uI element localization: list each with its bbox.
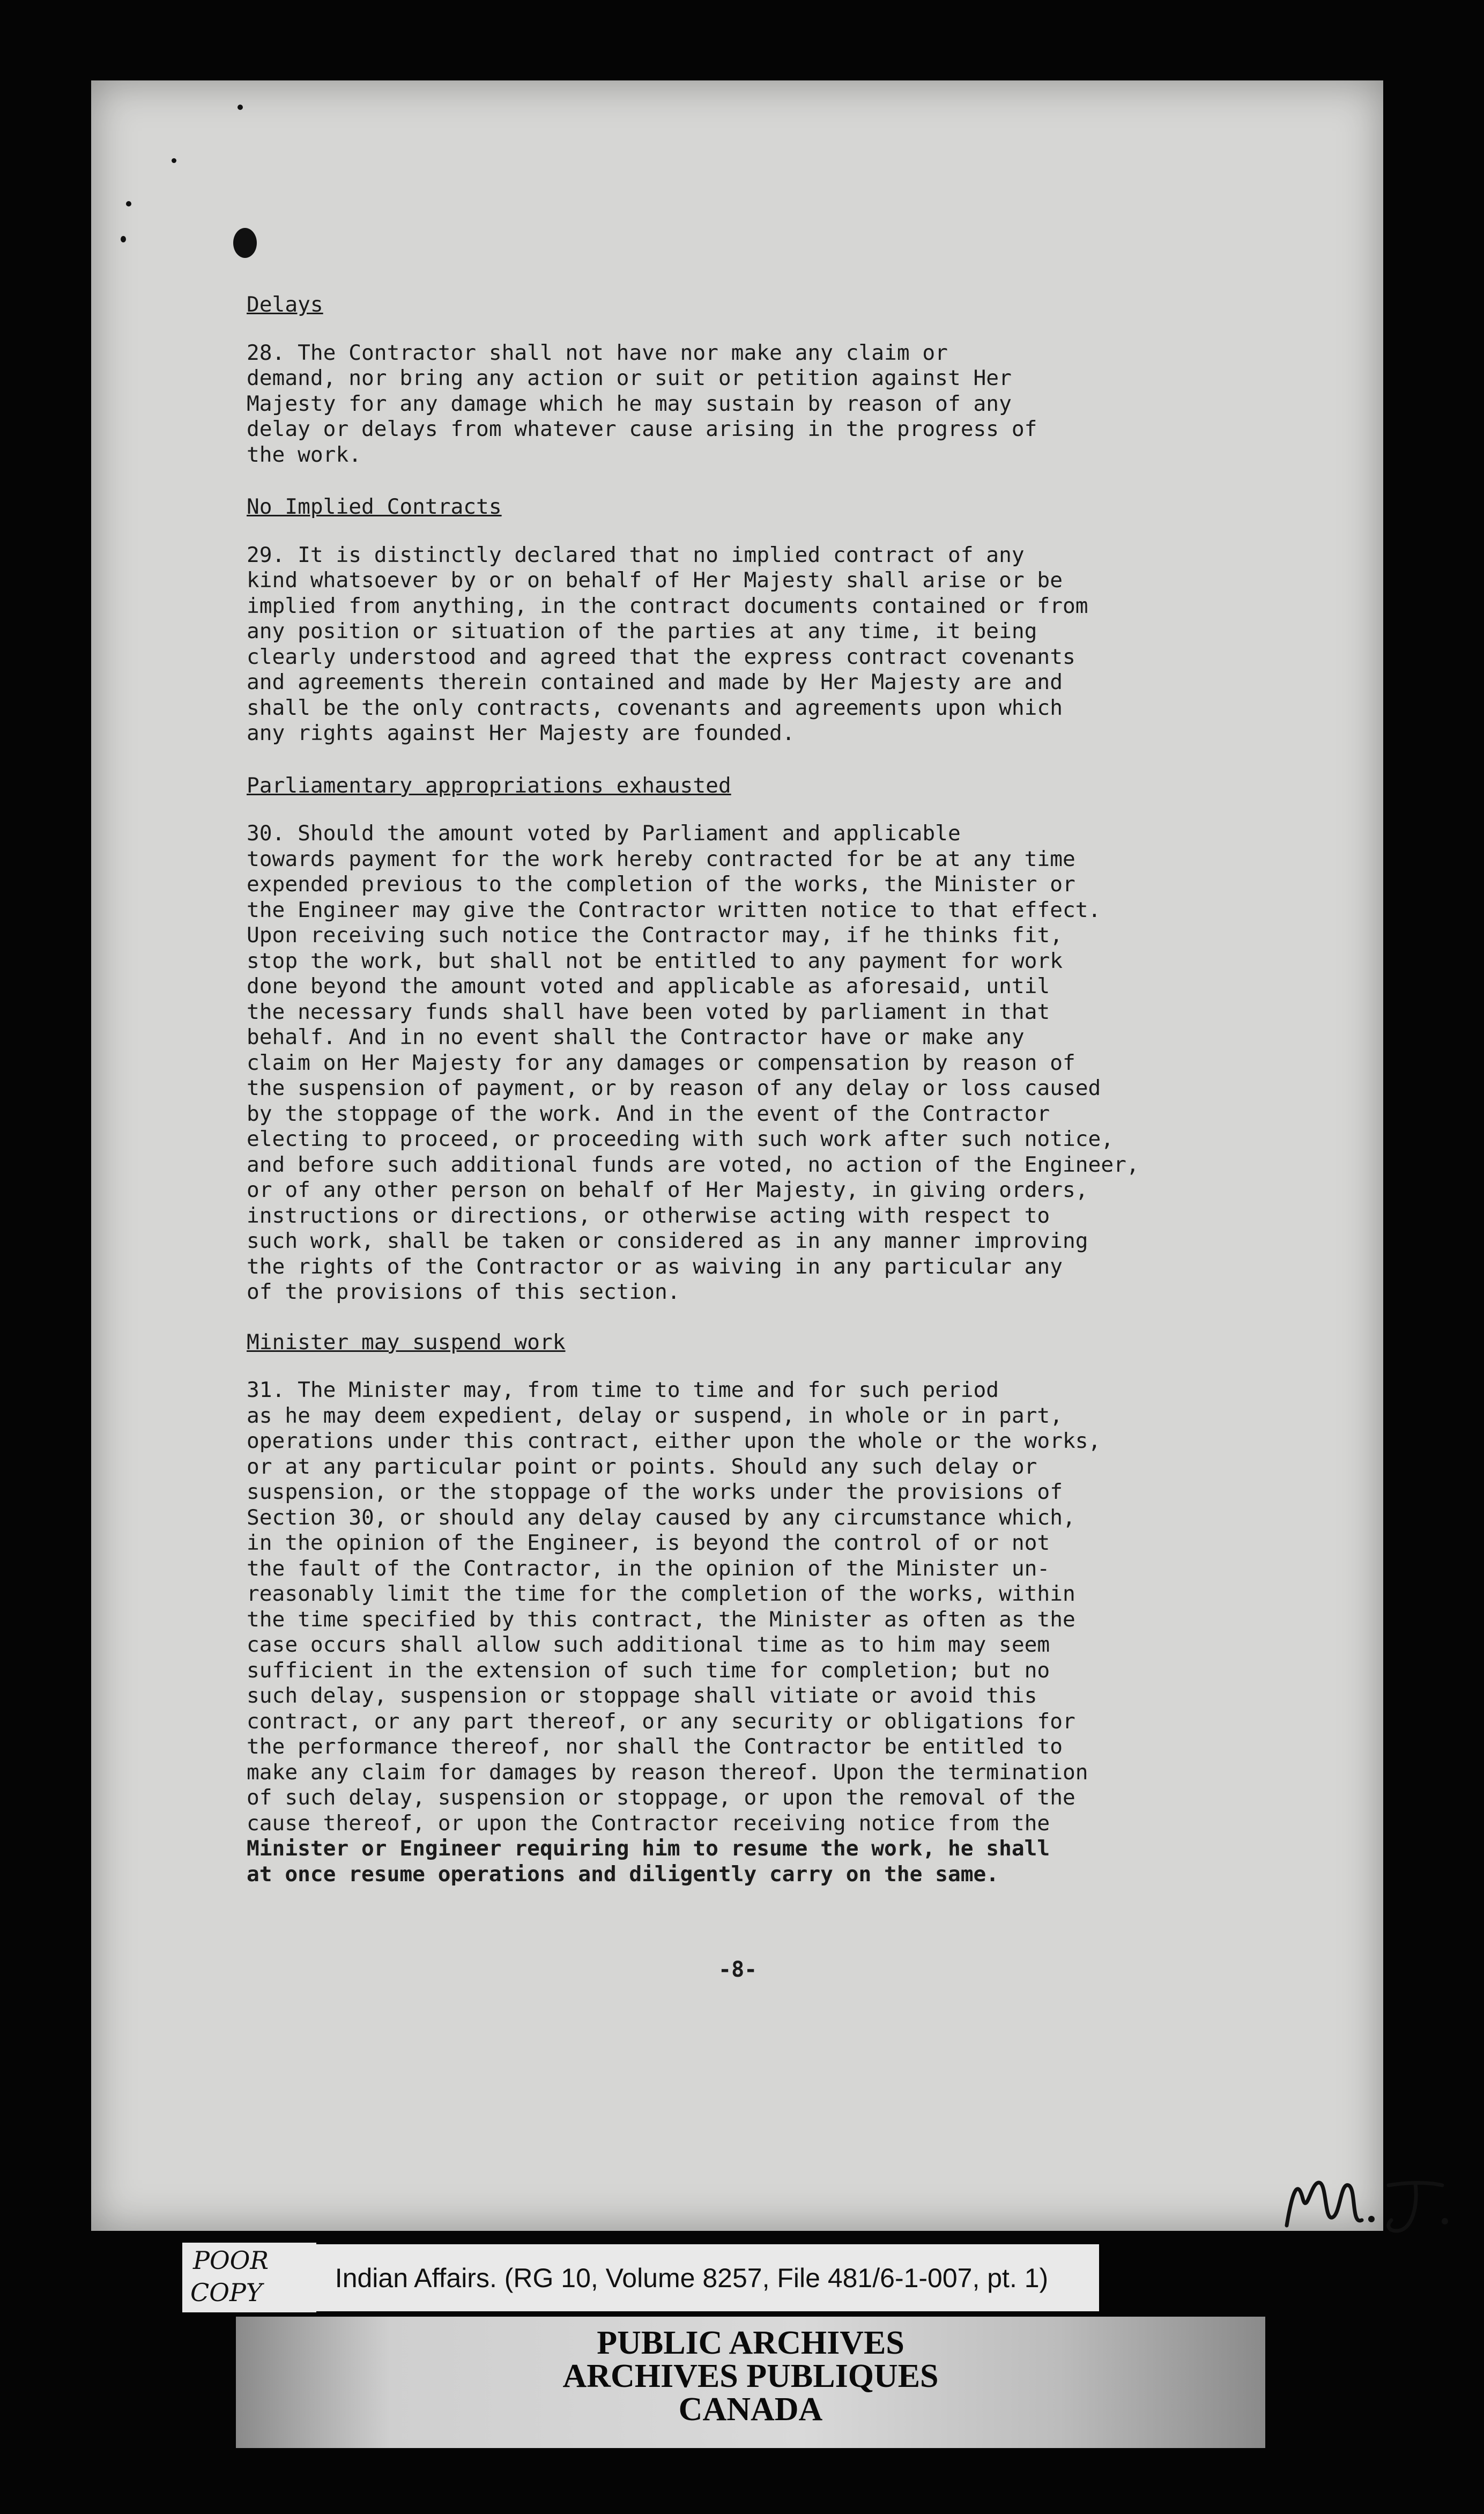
- speck-mark: [126, 201, 131, 206]
- punch-hole-mark: [233, 228, 257, 258]
- speck-mark: [172, 158, 176, 163]
- archive-line-public: PUBLIC ARCHIVES: [597, 2325, 904, 2361]
- stamp-line-poor: POOR: [193, 2246, 269, 2275]
- page-number: -8-: [718, 1957, 758, 1982]
- archive-banner: [236, 2317, 1265, 2448]
- section-heading-no-implied-contracts: No Implied Contracts: [247, 494, 502, 519]
- paragraph-29: 29. It is distinctly declared that no implied contract of any kind whatsoever by or on behalf of Her Majesty shall arise or be implied from anything, in the contract documents contained or from any position or situation of the parties at any time, it being clearly understood and agreed that the express contract covenants and agreements therein contained and made by Her Majesty are and shall be the only contracts, covenants and agreements upon which any rights against Her Majesty are founded.: [247, 542, 1088, 745]
- archive-line-publiques: ARCHIVES PUBLIQUES: [562, 2358, 939, 2394]
- section-heading-minister-may-suspend: Minister may suspend work: [247, 1329, 566, 1355]
- section-heading-parliamentary-appropriations: Parliamentary appropriations exhausted: [247, 773, 731, 798]
- stamp-line-copy: COPY: [190, 2278, 263, 2307]
- document-page: [91, 80, 1383, 2231]
- paragraph-31-bold-tail: Minister or Engineer requiring him to resume the work, he shall at once resume operations and diligently carry on the same.: [247, 1836, 1050, 1887]
- archive-line-canada: CANADA: [678, 2391, 823, 2428]
- speck-mark: [238, 105, 243, 110]
- paragraph-28: 28. The Contractor shall not have nor make any claim or demand, nor bring any action or suit or petition against Her Majesty for any damage which he may sustain by reason of any delay or delays from whatever cause arising in the progress of the work.: [247, 340, 1037, 467]
- section-heading-delays: Delays: [247, 292, 323, 317]
- document-body: [247, 292, 1238, 1887]
- paragraph-30: 30. Should the amount voted by Parliament and applicable towards payment for the work hereby contracted for be at any time expended previous to the completion of the works, the Minister or the Engineer may give the Contractor written notice to that effect. Upon receiving such notice the Contractor may, if he thinks fit, stop the work, but shall not be entitled to any payment for work done beyond the amount voted and applicable as aforesaid, until the necessary funds shall have been voted by parliament in that behalf. And in no event shall the Contractor have or make any claim on Her Majesty for any damages or compensation by reason of the suspension of payment, or by reason of any delay or loss caused by the stoppage of the work. And in the event of the Contractor electing to proceed, or proceeding with such work after such notice, and before such additional funds are voted, no action of the Engineer, or of any other person on behalf of Her Majesty, in giving orders, instructions or directions, or otherwise acting with respect to such work, shall be taken or considered as in any manner improving the rights of the Contractor or as waiving in any particular any of the provisions of this section.: [247, 821, 1139, 1304]
- paragraph-31: 31. The Minister may, from time to time and for such period as he may deem expedient, delay or suspend, in whole or in part, operations under this contract, either upon the whole or the works, or at any particular point or points. Should any such delay or suspension, or the stoppage of the works under the provisions of Section 30, or should any delay caused by any circumstance which, in the opinion of the Engineer, is beyond the control of or not the fault of the Contractor, in the opinion of the Minister un- reasonably limit the time for the completion of the works, within the time specified by this contract, the Minister as often as the case occurs shall allow such additional time as to him may seem sufficient in the extension of such time for completion; but no such delay, suspension or stoppage shall vitiate or avoid this contract, or any part thereof, or any security or obligations for the performance thereof, nor shall the Contractor be entitled to make any claim for damages by reason thereof. Upon the termination of such delay, suspension or stoppage, or upon the removal of the cause thereof, or upon the Contractor receiving notice from the: [247, 1378, 1101, 1836]
- handwritten-initials-signature: [1281, 2161, 1458, 2242]
- archive-reference-label: Indian Affairs. (RG 10, Volume 8257, File 481/6-1-007, pt. 1): [284, 2244, 1099, 2311]
- speck-mark: [121, 236, 126, 242]
